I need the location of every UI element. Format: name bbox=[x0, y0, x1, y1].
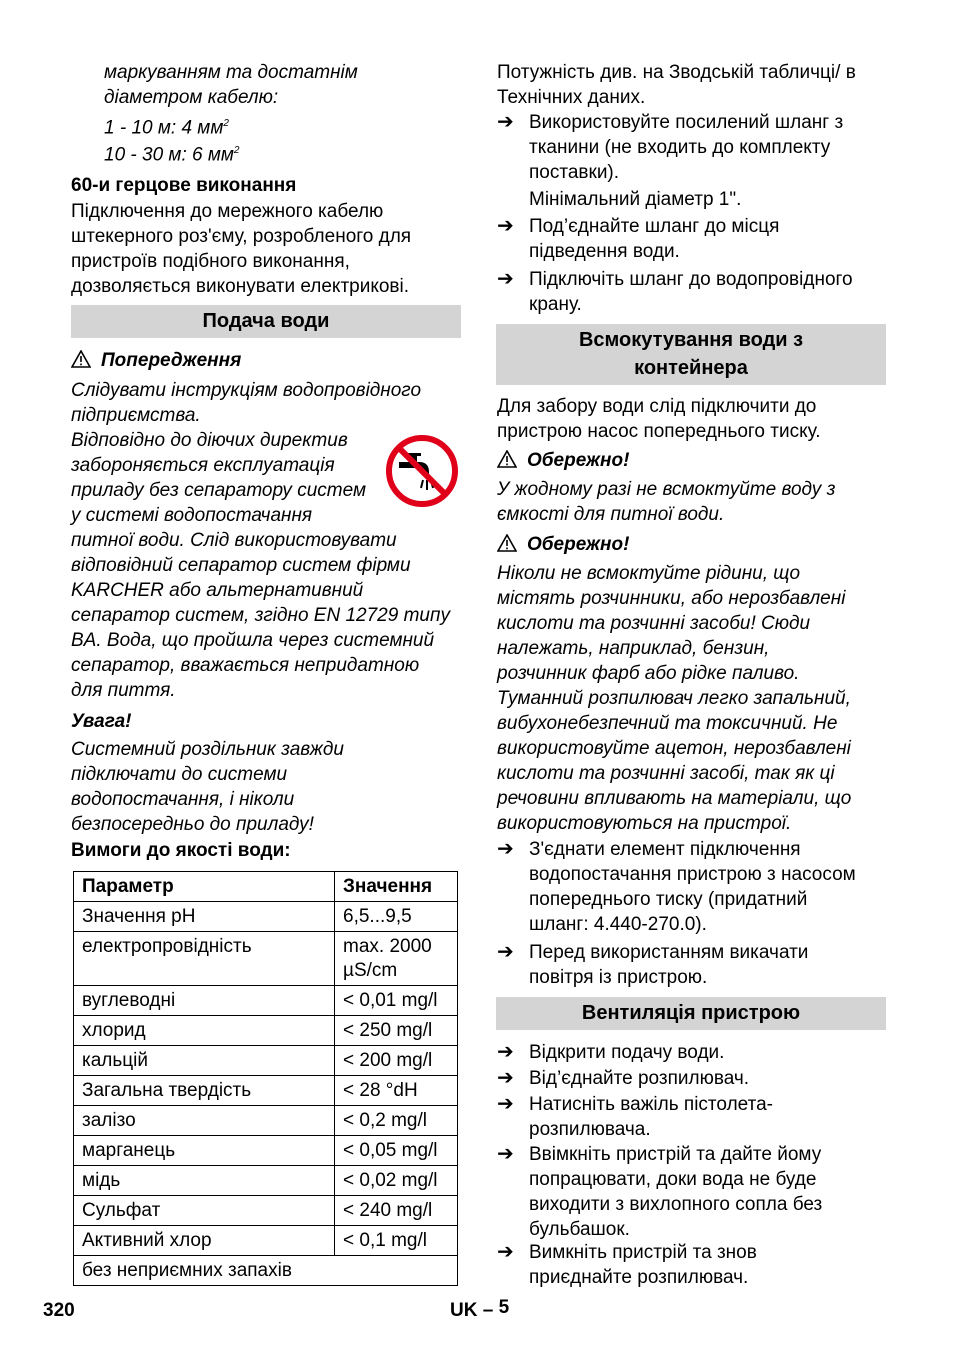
list-item: Від’єднайте розпилювач. bbox=[529, 1068, 750, 1089]
power-note: Потужність див. на Зводській табличці/ в Технічних даних. bbox=[497, 62, 856, 108]
section-water-supply: Подача води bbox=[71, 305, 461, 338]
list-item: Перед використанням викачати повітря із пристрою. bbox=[529, 942, 809, 988]
section-venting: Вентиляція пристрою bbox=[496, 997, 886, 1030]
list-item: Використовуйте посилений шланг з тканини (не входить до комплекту поставки). bbox=[529, 112, 844, 183]
arrow-icon: ➔ bbox=[497, 1041, 514, 1063]
table-row: кальцій < 200 mg/l bbox=[74, 1046, 458, 1076]
hz-heading: 60-и герцове виконання bbox=[71, 175, 297, 196]
table-row: електропровідність max. 2000 µS/cm bbox=[74, 932, 458, 986]
arrow-icon: ➔ bbox=[497, 941, 514, 963]
table-row: Сульфат < 240 mg/l bbox=[74, 1196, 458, 1226]
warning-triangle-icon bbox=[71, 350, 91, 368]
arrow-icon: ➔ bbox=[497, 1241, 514, 1263]
warning-heading: Попередження bbox=[71, 348, 241, 373]
suction-paragraph: Для забору води слід підключити до пристрою насос попереднього тиску. bbox=[497, 396, 821, 442]
list-item: Натисніть важіль пістолета- розпилювача. bbox=[529, 1094, 773, 1140]
cable-spec-1: 1 - 10 м: 4 $мм^2$ bbox=[104, 117, 229, 139]
list-item: Підключіть шланг до водопровідного крану. bbox=[529, 269, 853, 315]
no-drinking-water-icon bbox=[385, 434, 459, 508]
hz-paragraph: Підключення до мережного кабелю штекерного роз'єму, розробленого для пристроїв подібного виконання, дозволяється виконувати електрикові. bbox=[71, 201, 412, 297]
attention-text: Системний роздільник завжди підключати до системи водопостачання, і ніколи безпосередньо до приладу! bbox=[71, 739, 344, 835]
table-row: без неприємних запахів bbox=[74, 1256, 458, 1286]
water-quality-heading: Вимоги до якості води: bbox=[71, 840, 291, 861]
table-row: хлорид < 250 mg/l bbox=[74, 1016, 458, 1046]
warning-triangle-icon bbox=[497, 450, 517, 468]
table-header-row bbox=[74, 872, 458, 902]
section-suction: Всмокутування води з контейнера bbox=[496, 324, 886, 385]
caution-text-1: У жодному разі не всмоктуйте воду з ємкості для питної води. bbox=[497, 479, 836, 525]
table-row: Значення pH 6,5...9,5 bbox=[74, 902, 458, 932]
table-row: марганець < 0,05 mg/l bbox=[74, 1136, 458, 1166]
table-row: залізо < 0,2 mg/l bbox=[74, 1106, 458, 1136]
caution-heading-1: Обережно! bbox=[497, 448, 629, 473]
list-item: Відкрити подачу води. bbox=[529, 1042, 725, 1063]
page-label: UK – 5 bbox=[450, 1297, 510, 1321]
water-quality-table bbox=[73, 871, 458, 1286]
list-item-note: Мінімальний діаметр 1". bbox=[529, 189, 742, 210]
warning-triangle-icon bbox=[497, 534, 517, 552]
list-item: Ввімкніть пристрій та дайте йому попрацювати, доки вода не буде виходити з вихлопного сопла без бульбашок. bbox=[529, 1144, 823, 1240]
page-number: 320 bbox=[43, 1300, 75, 1321]
arrow-icon: ➔ bbox=[497, 1067, 514, 1089]
arrow-icon: ➔ bbox=[497, 838, 514, 860]
warning-text: Слідувати інструкціям водопровідного підприємства. Відповідно до діючих директив забороняється експлуатація приладу без сепаратору систем у системі водопостачання питної води. Слід використовувати відповідний сепаратор систем фірми KARCHER або альтернативний сепаратор систем, згідно EN 12729 типу BA. Вода, що пройшла через системний сепаратор, вважається непридатною для пиття. bbox=[71, 380, 450, 701]
list-item: З'єднати елемент підключення водопостачання пристрою з насосом попереднього тиску (придатний шланг: 4.440-270.0). bbox=[529, 839, 856, 935]
table-row: мідь < 0,02 mg/l bbox=[74, 1166, 458, 1196]
arrow-icon: ➔ bbox=[497, 111, 514, 133]
list-item: Под’єднайте шланг до місця підведення води. bbox=[529, 216, 780, 262]
cable-intro: маркуванням та достатнім діаметром кабелю: bbox=[104, 62, 358, 108]
table-row: Загальна твердість < 28 °dH bbox=[74, 1076, 458, 1106]
table-header-cell: Значення bbox=[335, 872, 458, 902]
caution-text-2: Ніколи не всмоктуйте рідини, що містять розчинники, або нерозбавлені кислоти та розчинні засоби! Сюди належать, наприклад, бензин, розчинник фарб або рідке паливо. Туманний розпилювач легко запальний, вибухонебезпечний та токсичний. Не використовуйте ацетон, нерозбавлені кислоти та розчинні засобі, так як ці речовини впливають на матеріали, що використовуються на пристрої. bbox=[497, 563, 852, 834]
arrow-icon: ➔ bbox=[497, 1143, 514, 1165]
arrow-icon: ➔ bbox=[497, 215, 514, 237]
arrow-icon: ➔ bbox=[497, 268, 514, 290]
list-item: Вимкніть пристрій та знов приєднайте розпилювач. bbox=[529, 1242, 757, 1288]
caution-heading-2: Обережно! bbox=[497, 532, 629, 557]
table-row: вуглеводні < 0,01 mg/l bbox=[74, 986, 458, 1016]
attention-heading: Увага! bbox=[71, 711, 132, 732]
table-header-cell: Параметр bbox=[74, 872, 335, 902]
arrow-icon: ➔ bbox=[497, 1093, 514, 1115]
cable-spec-2: 10 - 30 м: 6 $мм^2$ bbox=[104, 144, 240, 166]
table-row: Активний хлор < 0,1 mg/l bbox=[74, 1226, 458, 1256]
